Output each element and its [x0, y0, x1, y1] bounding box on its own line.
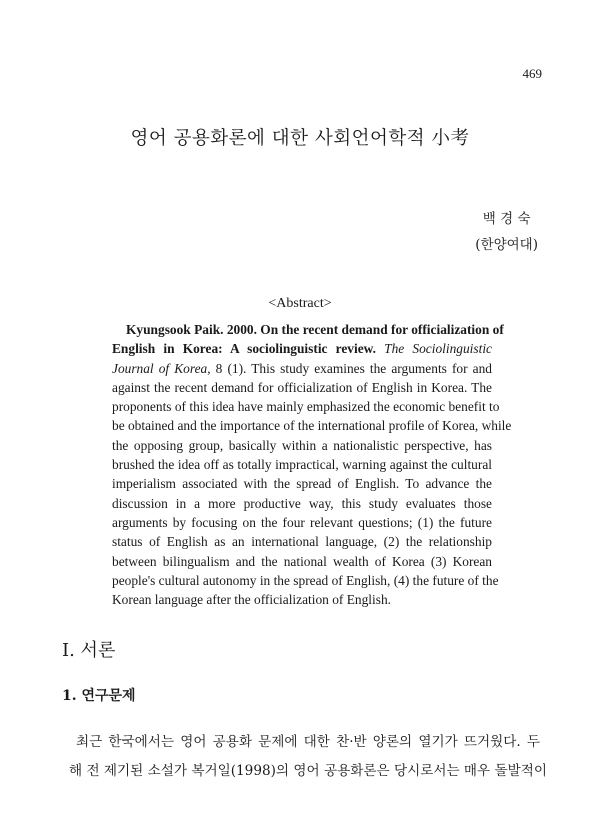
abstract-line — [112, 320, 504, 339]
author-name: 백 경 숙 — [482, 211, 531, 227]
abstract-line: arguments by focusing on the four relevant questions; (1) the future — [112, 514, 492, 530]
abstract-line: be obtained and the importance of the international profile of Korea, while — [112, 418, 512, 434]
abstract-line: between bilingualism and the national wealth of Korea (3) Korean — [112, 553, 492, 569]
body-line: 해 전 제기된 소설가 복거일(1998)의 영어 공용화론은 당시로서는 매우 돌발적이 — [69, 763, 548, 779]
abstract-text: 8 (1). This study examines the arguments for and — [210, 360, 492, 376]
abstract-line: discussion in a more productive way, this study evaluates those — [112, 495, 492, 511]
abstract-journal-name-1: The Sociolinguistic — [384, 341, 492, 357]
abstract-line: against the recent demand for officialization of English in Korea. The — [112, 379, 492, 395]
section-heading: I. 서론 — [62, 640, 116, 661]
paper-title: 영어 공용화론에 대한 사회언어학적 小考 — [130, 128, 470, 149]
abstract-line: Korean language after the officialization of English. — [112, 592, 391, 608]
abstract-line: status of English as an international language, (2) the relationship — [112, 534, 492, 550]
abstract-line: people's cultural autonomy in the spread of English, (4) the future of the — [112, 572, 499, 588]
abstract-line — [112, 339, 492, 358]
abstract-line: proponents of this idea have mainly emphasized the economic benefit to — [112, 399, 500, 415]
abstract-line — [112, 359, 492, 378]
abstract-line: imperialism associated with the spread of English. To advance the — [112, 476, 492, 492]
page-number: 469 — [522, 66, 542, 81]
body-text — [62, 728, 548, 786]
subsection-heading: 1. 연구문제 — [62, 688, 136, 704]
author-block — [475, 206, 538, 258]
abstract-body — [112, 320, 512, 609]
author-affiliation: (한양여대) — [475, 237, 538, 253]
abstract-journal-name-2: Journal of Korea, — [112, 360, 211, 376]
abstract-heading: <Abstract> — [268, 296, 332, 311]
body-line: 최근 한국에서는 영어 공용화 문제에 대한 찬·반 양론의 열기가 뜨거웠다. 두 — [76, 734, 540, 750]
abstract-line: the opposing group, basically within a nationalistic perspective, has — [112, 437, 492, 453]
abstract-citation-title: English in Korea: A sociolinguistic review. — [112, 341, 376, 357]
abstract-line: brushed the idea off as totally impractical, warning against the cultural — [112, 457, 492, 473]
abstract-citation-author: Kyungsook Paik. 2000. On the recent demand for officialization of — [126, 322, 504, 337]
